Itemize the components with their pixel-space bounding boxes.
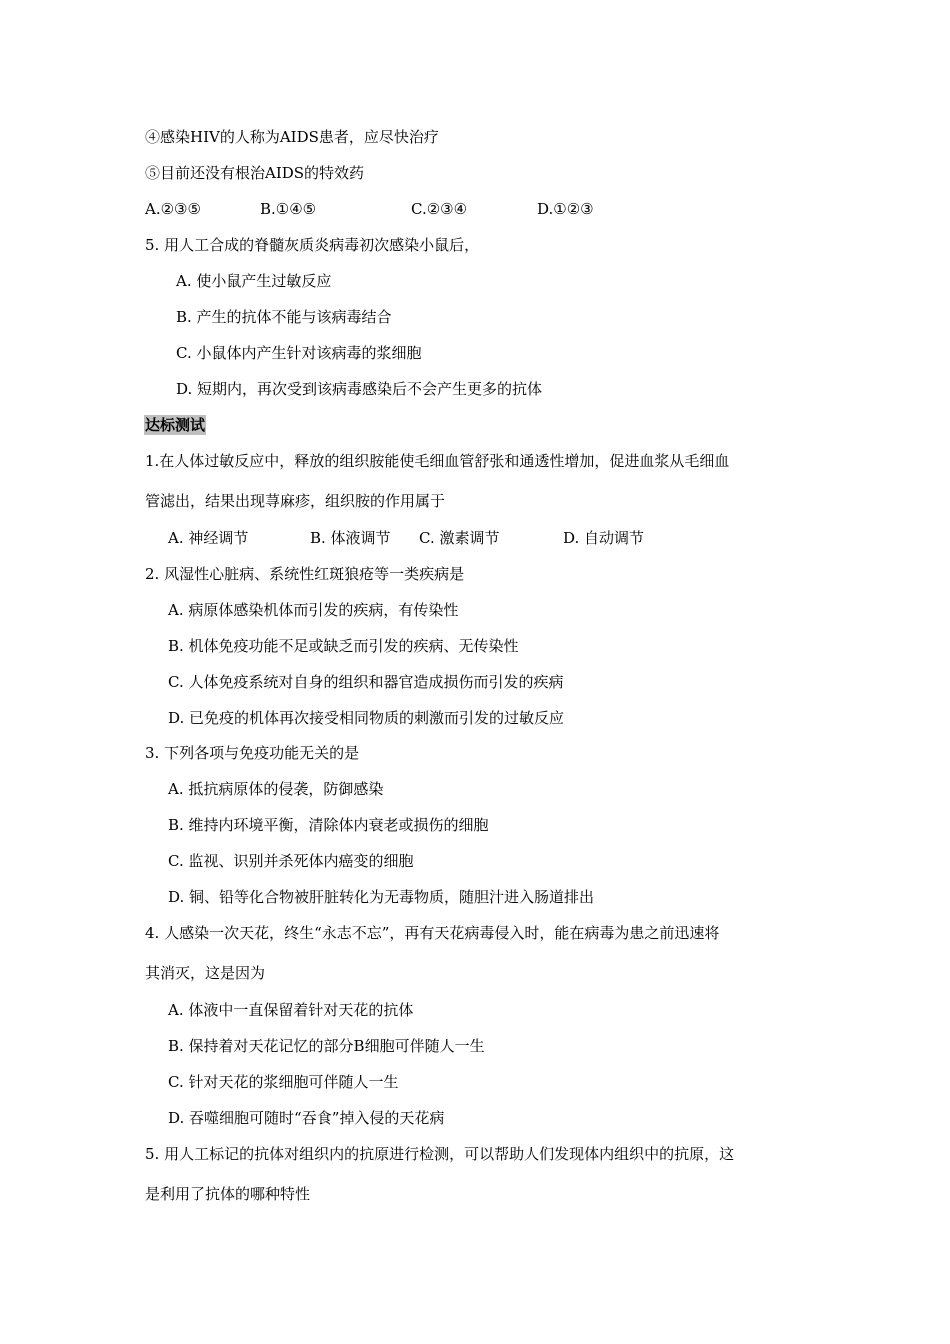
option-a: A. 病原体感染机体而引发的疾病，有传染性 xyxy=(168,601,459,619)
option-a: A.②③⑤ xyxy=(145,200,201,218)
list-item: ⑤目前还没有根治AIDS的特效药 xyxy=(145,164,365,182)
question-stem: 5. 用人工合成的脊髓灰质炎病毒初次感染小鼠后， xyxy=(145,236,480,254)
question-stem: 5. 用人工标记的抗体对组织内的抗原进行检测，可以帮助人们发现体内组织中的抗原，这 xyxy=(145,1145,735,1163)
option-b: B. 产生的抗体不能与该病毒结合 xyxy=(176,308,392,326)
section-heading: 达标测试 xyxy=(145,416,206,434)
option-d: D. 短期内，再次受到该病毒感染后不会产生更多的抗体 xyxy=(176,380,543,398)
option-a: A. 使小鼠产生过敏反应 xyxy=(176,272,332,290)
question-stem: 3. 下列各项与免疫功能无关的是 xyxy=(145,744,360,762)
question-stem: 是利用了抗体的哪种特性 xyxy=(145,1185,311,1203)
option-b: B. 机体免疫功能不足或缺乏而引发的疾病、无传染性 xyxy=(168,637,519,655)
option-d: D. 铜、铅等化合物被肝脏转化为无毒物质，随胆汁进入肠道排出 xyxy=(168,888,595,906)
option-d: D. 吞噬细胞可随时“吞食”掉入侵的天花病 xyxy=(168,1109,445,1127)
option-d: D. 已免疫的机体再次接受相同物质的刺激而引发的过敏反应 xyxy=(168,709,565,727)
option-b: B. 体液调节 xyxy=(310,529,391,547)
option-c: C. 人体免疫系统对自身的组织和器官造成损伤而引发的疾病 xyxy=(168,673,564,691)
option-c: C. 针对天花的浆细胞可伴随人一生 xyxy=(168,1073,399,1091)
question-stem: 管滤出，结果出现荨麻疹，组织胺的作用属于 xyxy=(145,492,446,510)
option-a: A. 抵抗病原体的侵袭，防御感染 xyxy=(168,780,384,798)
question-stem: 其消灭，这是因为 xyxy=(145,964,266,982)
option-b: B. 维持内环境平衡，清除体内衰老或损伤的细胞 xyxy=(168,816,489,834)
option-d: D. 自动调节 xyxy=(563,529,645,547)
option-c: C. 小鼠体内产生针对该病毒的浆细胞 xyxy=(176,344,422,362)
option-a: A. 神经调节 xyxy=(168,529,249,547)
option-c: C.②③④ xyxy=(411,200,468,218)
option-a: A. 体液中一直保留着针对天花的抗体 xyxy=(168,1001,414,1019)
question-stem: 1.在人体过敏反应中，释放的组织胺能使毛细血管舒张和通透性增加，促进血浆从毛细血 xyxy=(145,452,730,470)
option-c: C. 激素调节 xyxy=(419,529,500,547)
question-stem: 2. 风湿性心脏病、系统性红斑狼疮等一类疾病是 xyxy=(145,565,465,583)
option-b: B.①④⑤ xyxy=(260,200,317,218)
option-d: D.①②③ xyxy=(537,200,594,218)
option-b: B. 保持着对天花记忆的部分B细胞可伴随人一生 xyxy=(168,1037,485,1055)
option-c: C. 监视、识别并杀死体内癌变的细胞 xyxy=(168,852,414,870)
list-item: ④感染HIV的人称为AIDS患者，应尽快治疗 xyxy=(145,128,439,146)
question-stem: 4. 人感染一次天花，终生“永志不忘”，再有天花病毒侵入时，能在病毒为患之前迅速将 xyxy=(145,924,720,942)
